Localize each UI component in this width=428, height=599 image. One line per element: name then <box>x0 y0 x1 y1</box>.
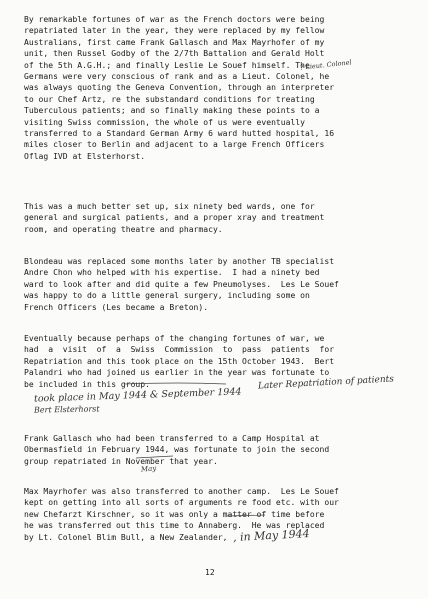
text-line: Blondeau was replaced some months later by another TB specialist <box>24 257 335 266</box>
text-line: This was a much better set up, six ninety bed wards, one for <box>24 202 315 211</box>
text-line: Andre Chon who helped with his expertise. I had a ninety bed <box>24 268 320 278</box>
text-line: kept on getting into all sorts of arguments re food etc. with our <box>24 498 339 508</box>
handwritten-note-repatriation-2: took place in May 1944 & September 1944 <box>33 386 242 405</box>
text-line: French Officers (Les became a Breton). <box>24 302 209 312</box>
paragraph-6 <box>24 486 416 543</box>
text-line: By remarkable fortunes of war as the French doctors were being <box>24 15 325 24</box>
text-line: room, and operating theatre and pharmacy. <box>24 224 223 234</box>
text-line: Australians, first came Frank Gallasch and Max Mayrhofer of my <box>24 37 325 47</box>
text-line: was always quoting the Geneva Convention, through an interpreter <box>24 83 335 93</box>
text-line: transferred to a Standard German Army 6 ward hutted hospital, 16 <box>24 129 335 139</box>
paragraph-2 <box>24 201 416 235</box>
text-line: Obermasfield in February 1944, was fortunate to join the second <box>24 445 330 455</box>
text-line: Repatriation and this took place on the 15th October 1943. Bert <box>24 356 335 366</box>
text-line: unit, then Russel Godby of the 2/7th Battalion and Gerald Holt <box>24 49 325 59</box>
handwritten-note-repatriation-3: Bert Elsterhorst <box>33 404 100 415</box>
text-line: Tuberculous patients; and so finally making these points to a <box>24 106 320 116</box>
text-line: he was transferred out this time to Annaberg. He was replaced <box>24 521 325 531</box>
text-line: to our Chef Artz, re the substandard conditions for treating <box>24 94 315 104</box>
paragraph-1 <box>24 14 416 162</box>
text-line: new Chefarzt Kirschner, so it was only a matter of time before <box>24 509 325 519</box>
handwritten-note-above-himself: ? Lieut. Colonel <box>299 58 352 72</box>
text-line: Palandri who had joined us earlier in the year was fortunate to <box>24 368 330 378</box>
text-line: be included in this group. <box>24 379 150 389</box>
handwritten-note-may-1944: , in May 1944 <box>232 527 310 544</box>
text-line: Eventually because perhaps of the changing fortunes of war, we <box>24 334 325 343</box>
text-line: Germans were very conscious of rank and as a Lieut. Colonel, he <box>24 72 330 82</box>
text-line: repatriated later in the year, they were replaced by my fellow <box>24 26 325 36</box>
paragraph-5 <box>24 433 416 467</box>
handwritten-note-may-correction: May <box>140 464 157 474</box>
text-line: group repatriated in November that year. <box>24 456 218 466</box>
text-line: Oflag IVD at Elsterhorst. <box>24 151 146 161</box>
text-line: had a visit of a Swiss Commission to pass patients for <box>24 345 335 355</box>
text-line: miles closer to Berlin and adjacent to a large French Officers <box>24 140 325 150</box>
paragraph-3 <box>24 256 416 313</box>
text-line: Max Mayrhofer was also transferred to another camp. Les Le Souef <box>24 487 339 496</box>
page-number: 12 <box>205 568 215 577</box>
text-line: Frank Gallasch who had been transferred to a Camp Hospital at <box>24 434 320 443</box>
text-line: ward to look after and did quite a few Pneumolyses. Les Le Souef <box>24 279 339 289</box>
text-line: was happy to do a little general surgery, including some on <box>24 291 310 301</box>
text-line: visiting Swiss commission, the whole of us were eventually <box>24 117 305 127</box>
text-line: general and surgical patients, and a proper xray and treatment <box>24 213 325 223</box>
handwritten-note-repatriation-1: Later Repatriation of patients <box>257 374 395 392</box>
text-line: by Lt. Colonel Blim Bull, a New Zealander, <box>24 532 228 542</box>
text-line: of the 5th A.G.H.; and finally Leslie Le Souef himself. The <box>24 60 310 70</box>
